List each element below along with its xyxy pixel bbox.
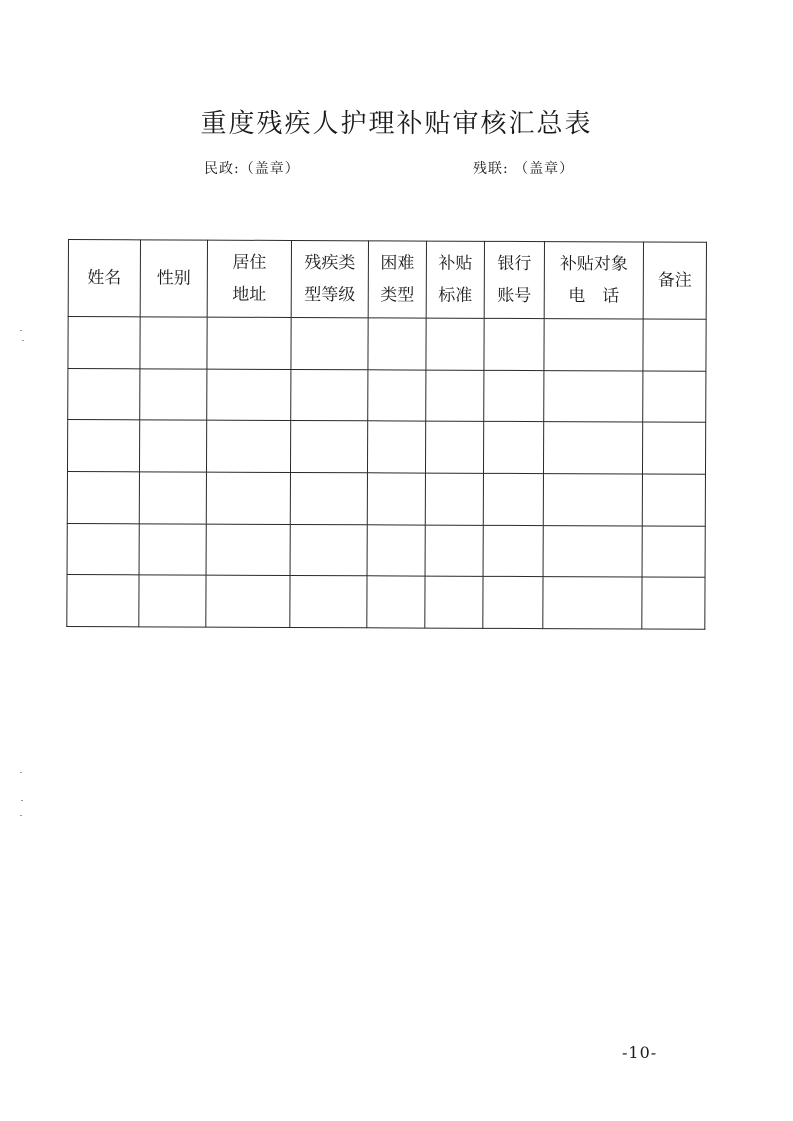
table-cell <box>140 317 207 369</box>
table-cell <box>484 370 544 422</box>
table-cell <box>425 576 483 628</box>
table-cell <box>68 368 140 420</box>
table-row <box>67 471 705 525</box>
header-disability-type-level: 残疾类 型等级 <box>291 240 368 317</box>
scan-speck <box>20 330 22 331</box>
table-cell <box>139 420 206 472</box>
table-row <box>68 368 706 422</box>
table-cell <box>483 422 543 474</box>
summary-table-container <box>66 239 706 630</box>
table-cell <box>291 369 368 421</box>
table-cell <box>139 523 206 575</box>
table-cell <box>425 421 483 473</box>
header-address: 居住 地址 <box>207 240 291 317</box>
table-cell <box>642 422 705 474</box>
table-cell <box>139 575 206 627</box>
header-gender: 性别 <box>140 240 207 317</box>
table-cell <box>206 420 290 472</box>
table-cell <box>368 369 426 421</box>
table-cell <box>483 577 543 629</box>
table-cell <box>425 473 483 525</box>
table-cell <box>207 317 291 369</box>
civil-affairs-stamp-label: 民政:（盖章） <box>204 161 300 177</box>
table-cell <box>484 318 544 370</box>
table-row <box>67 575 705 630</box>
document-title: 重度残疾人护理补贴审核汇总表 <box>200 109 593 139</box>
header-recipient-phone: 补贴对象 电 话 <box>544 242 643 319</box>
table-cell <box>206 472 290 524</box>
table-cell <box>290 421 367 473</box>
table-row <box>68 317 706 371</box>
table-cell <box>367 421 425 473</box>
table-cell <box>206 524 290 576</box>
scan-speck <box>22 340 24 341</box>
table-cell <box>426 370 484 422</box>
table-cell <box>483 473 543 525</box>
table-cell <box>367 576 425 628</box>
table-cell <box>290 472 367 524</box>
table-cell <box>68 317 140 369</box>
table-cell <box>367 524 425 576</box>
table-cell <box>139 472 206 524</box>
table-cell <box>544 319 643 371</box>
table-cell <box>67 575 139 627</box>
table-cell <box>140 368 207 420</box>
table-cell <box>543 525 642 577</box>
header-hardship-type: 困难 类型 <box>368 241 426 318</box>
table-cell <box>483 525 543 577</box>
table-cell <box>290 576 367 628</box>
table-cell <box>543 474 642 526</box>
table-row <box>67 523 705 577</box>
table-cell <box>642 474 705 526</box>
table-cell <box>642 577 705 629</box>
table-cell <box>543 422 642 474</box>
table-header-row <box>68 240 706 320</box>
page-number: -10- <box>622 1043 658 1062</box>
table-cell <box>206 575 290 627</box>
table-cell <box>67 420 139 472</box>
scan-speck <box>21 800 23 801</box>
header-bank-account: 银行 账号 <box>484 241 544 318</box>
table-cell <box>290 524 367 576</box>
table-row <box>67 420 705 474</box>
header-name: 姓名 <box>68 240 140 317</box>
table-cell <box>426 318 484 370</box>
table-cell <box>67 523 139 575</box>
table-cell <box>67 471 139 523</box>
table-cell <box>543 577 642 629</box>
scan-speck <box>20 815 22 816</box>
header-subsidy-standard: 补贴 标准 <box>426 241 484 318</box>
disabled-federation-stamp-label: 残联: （盖章） <box>473 161 575 177</box>
table-cell <box>291 317 368 369</box>
scan-speck <box>20 772 22 773</box>
table-cell <box>544 370 643 422</box>
table-cell <box>368 318 426 370</box>
table-cell <box>367 473 425 525</box>
table-cell <box>642 526 705 578</box>
table-cell <box>207 369 291 421</box>
table-cell <box>425 525 483 577</box>
summary-table <box>66 239 707 630</box>
header-remarks: 备注 <box>643 242 706 319</box>
table-cell <box>643 319 706 371</box>
table-cell <box>643 371 706 423</box>
